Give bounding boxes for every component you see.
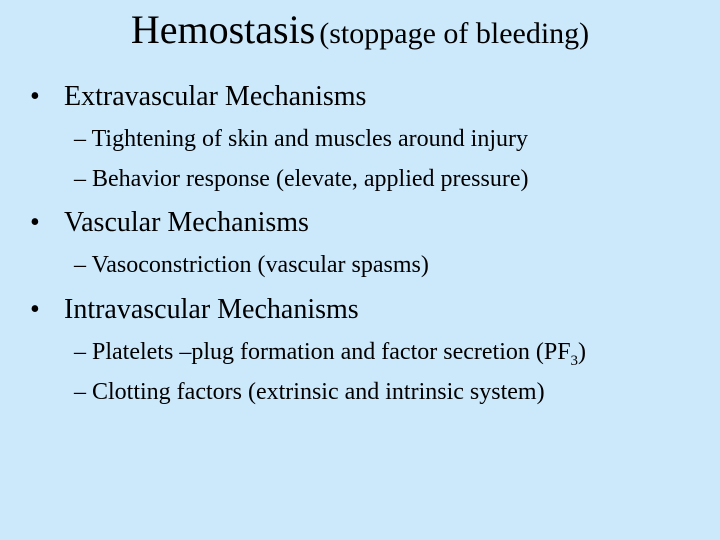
sub-item bbox=[74, 250, 429, 280]
bullet-heading: Intravascular Mechanisms bbox=[64, 294, 359, 325]
sub-dash: – bbox=[74, 166, 86, 192]
sub-item-text: Behavior response (elevate, applied pressure) bbox=[92, 166, 529, 192]
title-subtitle: (stoppage of bleeding) bbox=[319, 17, 590, 50]
bullet-extravascular bbox=[30, 80, 366, 114]
sub-item bbox=[74, 124, 528, 154]
sub-item bbox=[74, 337, 586, 367]
bullet-dot: • bbox=[30, 294, 40, 325]
sub-dash: – bbox=[74, 339, 86, 365]
bullet-dot: • bbox=[30, 81, 40, 112]
bullet-intravascular bbox=[30, 293, 359, 327]
sub-item-text: Vasoconstriction (vascular spasms) bbox=[91, 252, 429, 278]
sub-dash: – bbox=[74, 126, 86, 152]
sub-item-text: Platelets –plug formation and factor secretion (PF bbox=[92, 339, 571, 365]
sub-item bbox=[74, 164, 529, 194]
sub-item bbox=[74, 377, 545, 407]
sub-item-suffix: ) bbox=[578, 339, 587, 365]
sub-item-text: Tightening of skin and muscles around injury bbox=[91, 126, 528, 152]
bullet-heading: Extravascular Mechanisms bbox=[64, 81, 367, 112]
sub-dash: – bbox=[74, 252, 86, 278]
subscript: 3 bbox=[570, 352, 579, 369]
bullet-vascular bbox=[30, 206, 309, 240]
bullet-heading: Vascular Mechanisms bbox=[64, 207, 309, 238]
bullet-dot: • bbox=[30, 207, 40, 238]
sub-dash: – bbox=[74, 379, 86, 405]
sub-item-text: Clotting factors (extrinsic and intrinsic system) bbox=[92, 379, 545, 405]
title-main: Hemostasis bbox=[130, 7, 316, 52]
